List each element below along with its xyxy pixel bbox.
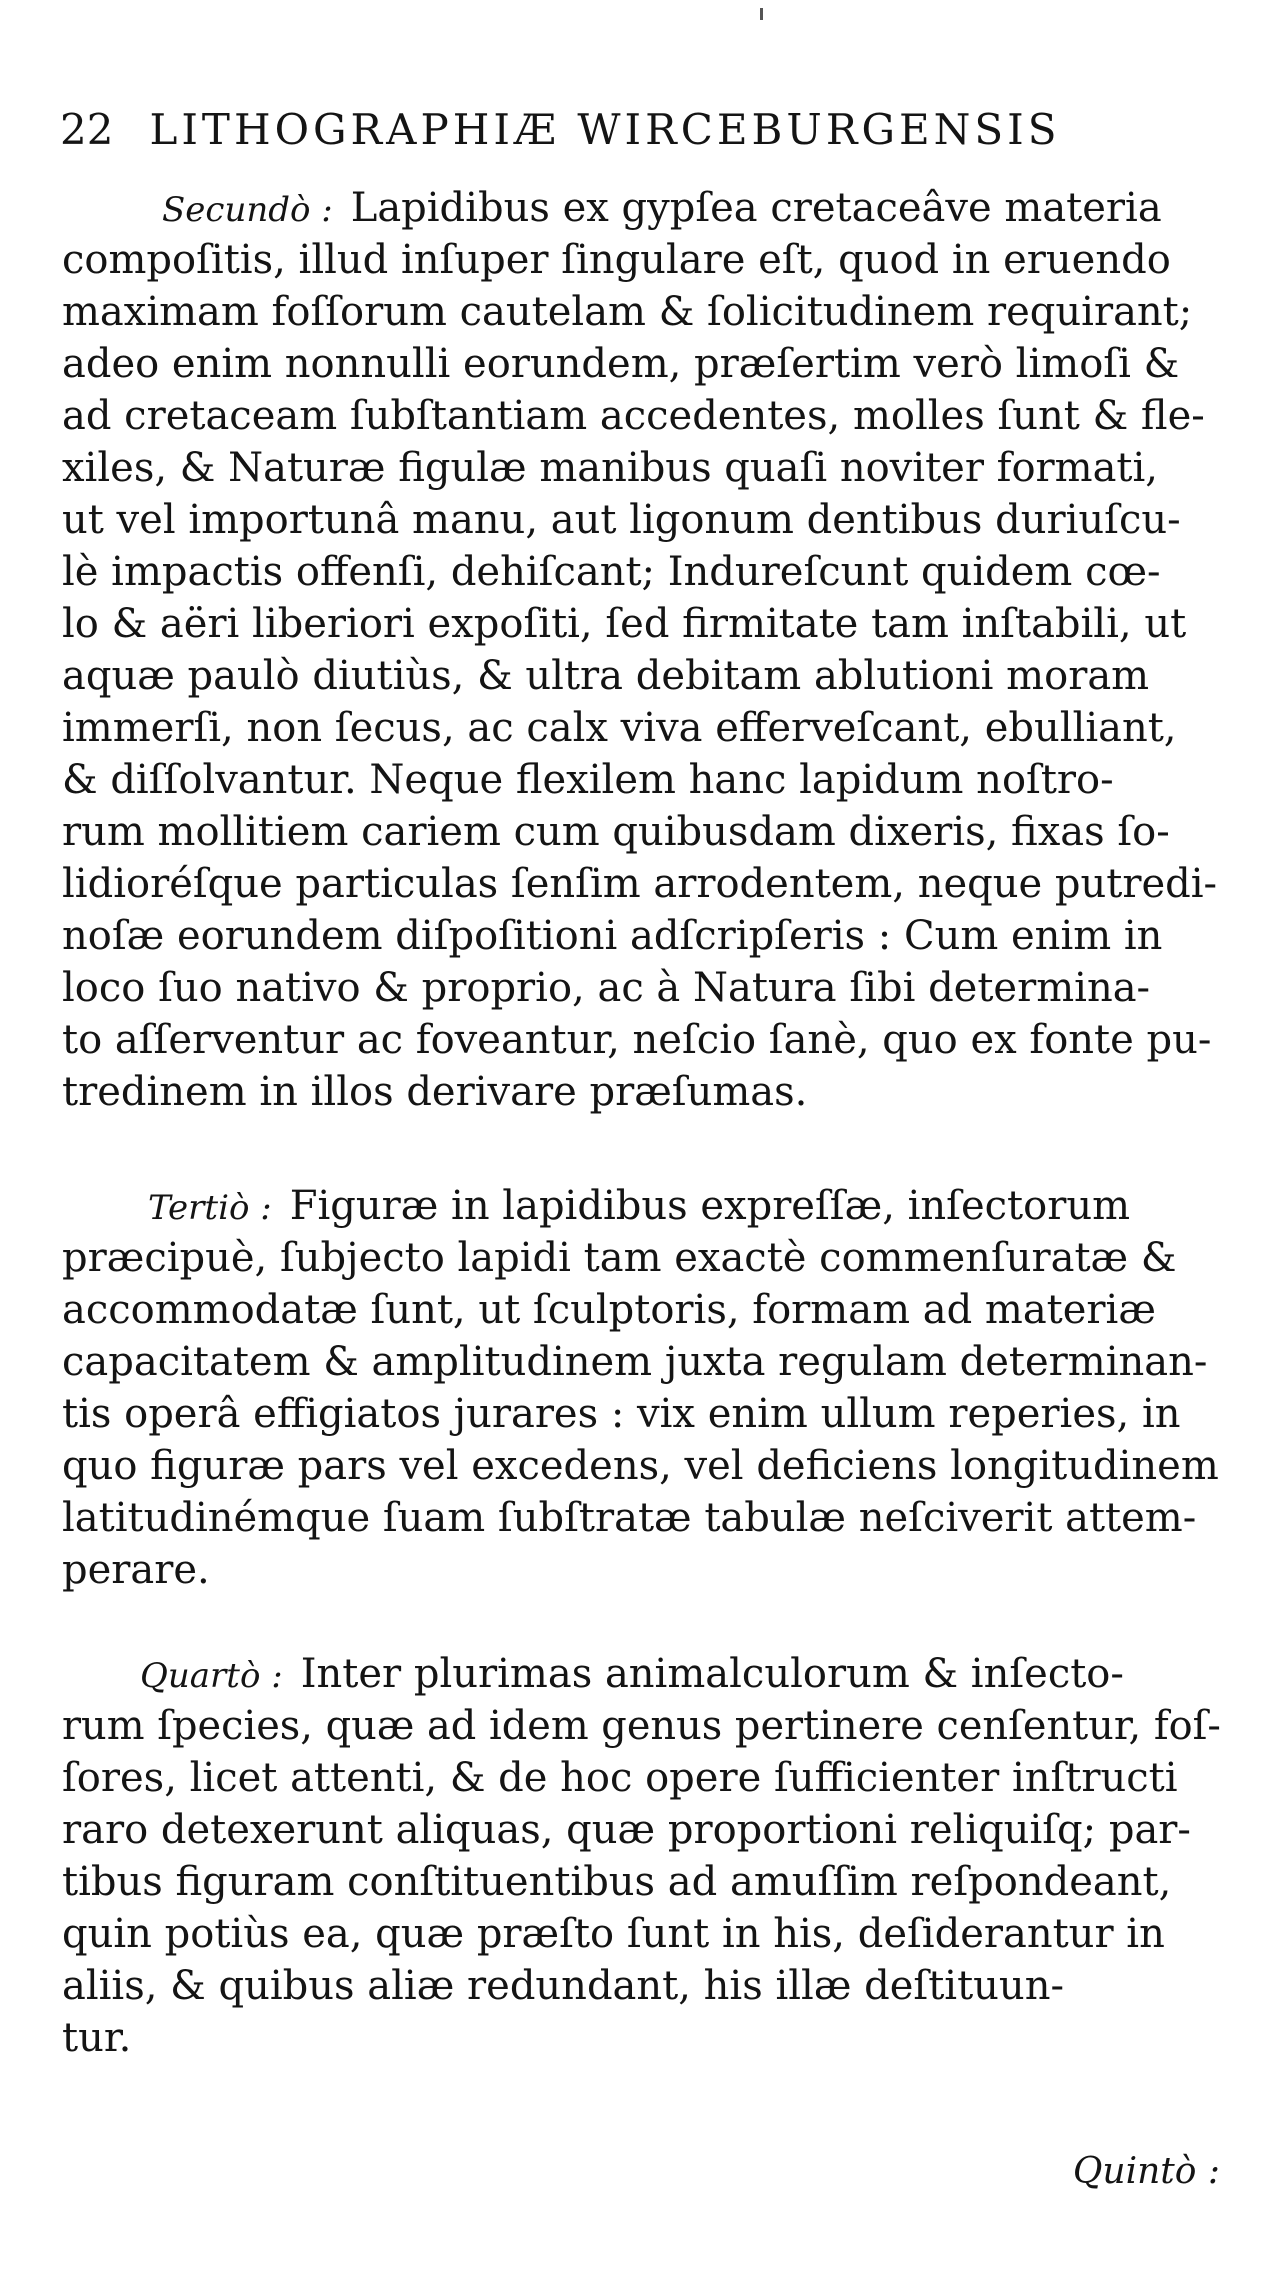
text-line: compoſitis, illud inſuper ſingulare eſt, quod in eruendo: [62, 237, 1171, 283]
text-line: præcipuè, ſubjecto lapidi tam exactè commenſuratæ &: [62, 1235, 1177, 1281]
text-line: ſores, licet attenti, & de hoc opere ſufficienter inſtructi: [62, 1755, 1178, 1801]
page-number: 22: [60, 105, 114, 154]
text-line: Secundò : Lapidibus ex gypſea cretaceâve materia: [162, 185, 1162, 231]
text-line: rum mollitiem cariem cum quibusdam dixeris, fixas ſo-: [62, 809, 1170, 855]
text-line: immerſi, non ſecus, ac calx viva efferveſcant, ebulliant,: [62, 705, 1177, 751]
text-line: Quartò : Inter plurimas animalculorum & inſecto-: [140, 1651, 1124, 1697]
running-title: LITHOGRAPHIÆ WIRCEBURGENSIS: [149, 105, 1061, 154]
text-line: ut vel importunâ manu, aut ligonum dentibus duriuſcu-: [62, 497, 1181, 543]
text-line: aquæ paulò diutiùs, & ultra debitam ablutioni moram: [62, 653, 1150, 699]
print-mark: [760, 8, 763, 20]
text-line: capacitatem & amplitudinem juxta regulam determinan-: [62, 1339, 1208, 1385]
text-line: Tertiò : Figuræ in lapidibus expreſſæ, inſectorum: [148, 1183, 1131, 1229]
text-line: to aſſerventur ac foveantur, neſcio ſanè, quo ex fonte pu-: [62, 1017, 1212, 1063]
text-line: lè impactis offenſi, dehiſcant; Indureſcunt quidem cœ-: [62, 549, 1161, 595]
text-line: tis operâ effigiatos jurares : vix enim ullum reperies, in: [62, 1391, 1181, 1437]
text-line: & diſſolvantur. Neque flexilem hanc lapidum noſtro-: [62, 757, 1114, 803]
text-line: tibus figuram conſtituentibus ad amuſſim reſpondeant,: [62, 1859, 1172, 1905]
text-line: aliis, & quibus aliæ redundant, his illæ deſtituun-: [62, 1963, 1064, 2009]
text-line: latitudinémque ſuam ſubſtratæ tabulæ neſciverit attem-: [62, 1495, 1197, 1541]
text-line: rum ſpecies, quæ ad idem genus pertinere cenſentur, foſ-: [62, 1703, 1221, 1749]
text-line: tur.: [62, 2015, 132, 2061]
paragraph-label: Quartò :: [140, 1656, 283, 1696]
text-line: accommodatæ ſunt, ut ſculptoris, formam ad materiæ: [62, 1287, 1156, 1333]
text-line: tredinem in illos derivare præſumas.: [62, 1069, 808, 1115]
text-line: lidioréſque particulas ſenſim arrodentem, neque putredi-: [62, 861, 1218, 907]
text-line: adeo enim nonnulli eorundem, præſertim verò limoſi &: [62, 341, 1180, 387]
text-line: perare.: [62, 1547, 210, 1593]
text-line: loco ſuo nativo & proprio, ac à Natura ſibi determina-: [62, 965, 1151, 1011]
text-line: xiles, & Naturæ figulæ manibus quaſi noviter formati,: [62, 445, 1159, 491]
text-line: quin potiùs ea, quæ præſto ſunt in his, deſiderantur in: [62, 1911, 1165, 1957]
text-line: noſæ eorundem diſpoſitioni adſcripſeris : Cum enim in: [62, 913, 1163, 959]
text-line: quo figuræ pars vel excedens, vel deficiens longitudinem: [62, 1443, 1219, 1489]
text-line: ad cretaceam ſubſtantiam accedentes, molles ſunt & fle-: [62, 393, 1205, 439]
text-line: raro detexerunt aliquas, quæ proportioni reliquiſq; par-: [62, 1807, 1191, 1853]
running-header: [60, 100, 1220, 160]
catchword: Quintò :: [1072, 2151, 1220, 2192]
paragraph-label: Secundò :: [162, 190, 333, 230]
text-line: maximam foſſorum cautelam & ſolicitudinem requirant;: [62, 289, 1193, 335]
text-line: lo & aëri liberiori expoſiti, ſed firmitate tam inſtabili, ut: [62, 601, 1187, 647]
paragraph-label: Tertiò :: [148, 1188, 272, 1228]
